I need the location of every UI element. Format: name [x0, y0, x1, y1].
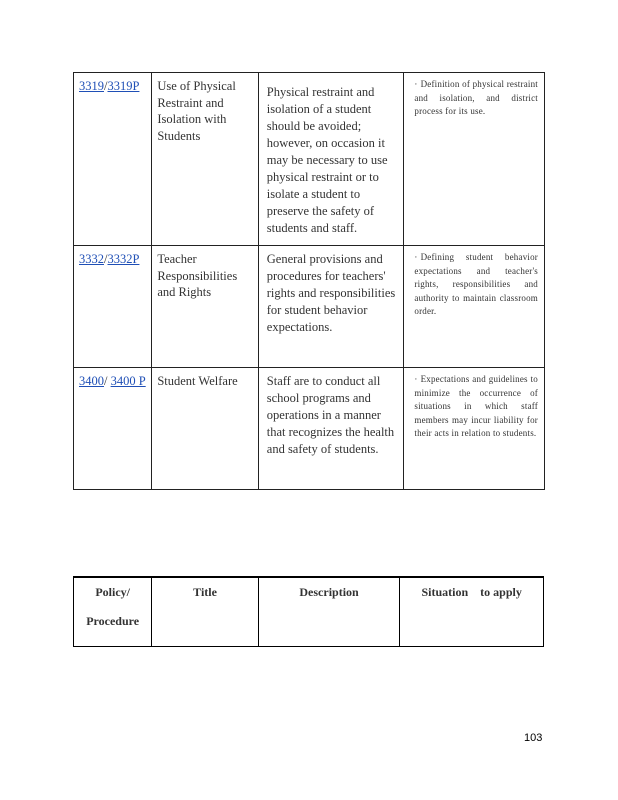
- table-row: [74, 368, 545, 490]
- bullet-marker: ·: [414, 252, 418, 262]
- header-policy-label: Policy/: [95, 585, 130, 599]
- procedure-link[interactable]: 3400 P: [110, 374, 146, 388]
- policy-situation-cell: [404, 73, 545, 246]
- policy-link[interactable]: 3332: [79, 252, 104, 266]
- policy-situation-cell: [404, 246, 545, 368]
- policy-description: General provisions and procedures for teachers' rights and responsibilities for student behavior expectations.: [266, 252, 396, 334]
- policy-code-cell: [74, 73, 152, 246]
- policy-table: [73, 72, 545, 490]
- policy-title: Teacher Responsibilities and Rights: [157, 252, 238, 299]
- policy-situation: Definition of physical restraint and isolation, and district process for its use.: [414, 79, 538, 116]
- policy-title-cell: [152, 368, 258, 490]
- policy-situation: Expectations and guidelines to minimize the occurrence of situations in which staff members may incur liability for their acts in relation to students.: [414, 374, 538, 438]
- policy-description-cell: [258, 246, 404, 368]
- page-number: 103: [524, 732, 543, 744]
- header-description-label: Description: [299, 585, 359, 599]
- code-separator: /: [104, 374, 108, 388]
- header-policy-procedure: [74, 577, 152, 647]
- policy-code-cell: [74, 246, 152, 368]
- policy-title-cell: [152, 246, 258, 368]
- policy-link[interactable]: 3319: [79, 79, 104, 93]
- header-situation-label: Situation to apply: [421, 585, 522, 599]
- header-table: [73, 576, 544, 647]
- policy-title: Student Welfare: [157, 374, 238, 388]
- policy-description: Staff are to conduct all school programs and operations in a manner that recognizes the health and safety of students.: [266, 374, 395, 456]
- table-row: [74, 73, 545, 246]
- procedure-link[interactable]: 3332P: [107, 252, 140, 266]
- bullet-marker: ·: [414, 374, 418, 384]
- policy-description-cell: [258, 73, 404, 246]
- header-procedure-label: Procedure: [86, 614, 140, 628]
- header-description: [258, 577, 400, 647]
- policy-title-cell: [152, 73, 258, 246]
- procedure-link[interactable]: 3319P: [107, 79, 140, 93]
- header-title-label: Title: [193, 585, 217, 599]
- table-row: [74, 246, 545, 368]
- policy-description-cell: [258, 368, 404, 490]
- policy-situation: Defining student behavior expectations and teacher's rights, responsibilities and authority to maintain classroom order.: [414, 252, 538, 316]
- header-situation: [400, 577, 544, 647]
- policy-title: Use of Physical Restraint and Isolation with Students: [157, 79, 236, 143]
- code-separator: /: [104, 79, 108, 93]
- bullet-marker: ·: [414, 79, 418, 89]
- header-row: [74, 577, 544, 647]
- header-title: [152, 577, 258, 647]
- policy-code-cell: [74, 368, 152, 490]
- policy-link[interactable]: 3400: [79, 374, 104, 388]
- policy-situation-cell: [404, 368, 545, 490]
- policy-description: Physical restraint and isolation of a student should be avoided; however, on occasion it may be necessary to use physical restraint or to isolate a student to preserve the safety of students and staff.: [266, 85, 388, 235]
- code-separator: /: [104, 252, 108, 266]
